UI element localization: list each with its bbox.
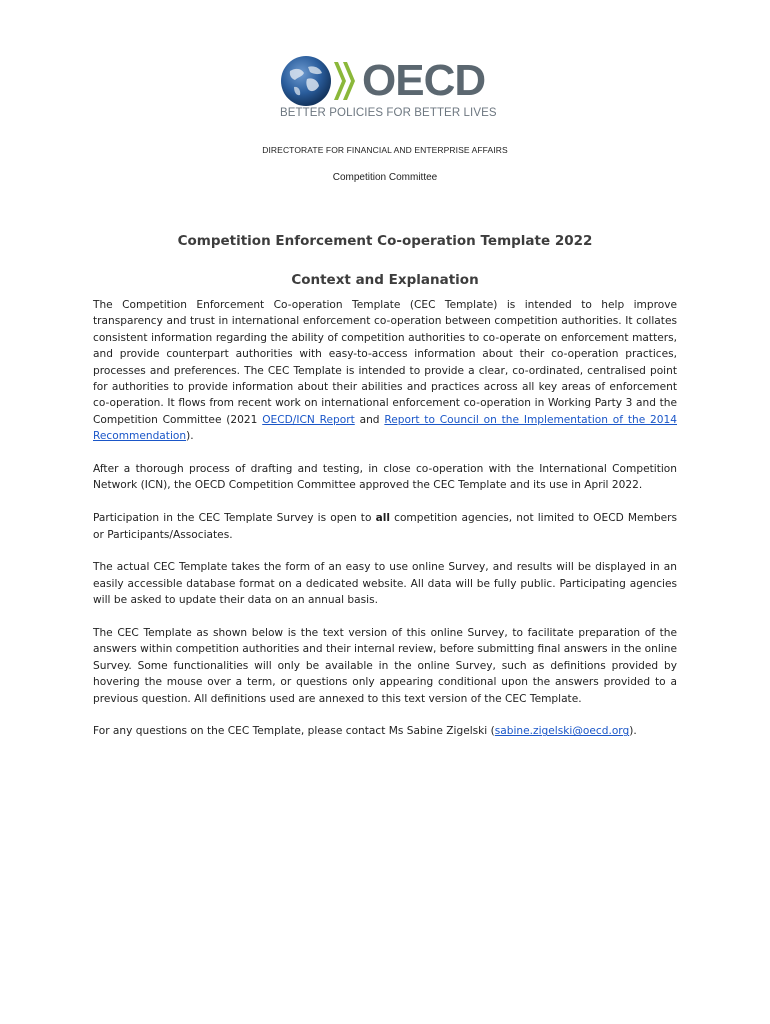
document-title: Competition Enforcement Co-operation Template 2022 (177, 233, 593, 249)
paragraph-contact: For any questions on the CEC Template, please contact Ms Sabine Zigelski (sabine.zigelski@oecd.org). (93, 725, 637, 738)
committee-label: Competition Committee (332, 172, 438, 183)
directorate-label: DIRECTORATE FOR FINANCIAL AND ENTERPRISE AFFAIRS (262, 145, 508, 155)
oecd-icn-report-link[interactable]: OECD/ICN Report (262, 413, 355, 426)
paragraph-intro: The Competition Enforcement Co-operation Template (CEC Template) is intended to help improve transparency and trust in international enforcement co-operation between competition authorities. It collates consistent information regarding the ability of competition authorities to co-operate on enforcement matters, and provide counterpart authorities with easy-to-access information about their co-operation practices, processes and preferences. The CEC Template is intended to provide a clear, co-ordinated, centralised point for authorities to provide information about their abilities and practices across all key areas of enforcement co-operation. It flows from recent work on international enforcement co-operation in Working Party 3 and the Competition Committee (2021 OECD/ICN Report and Report to Council on the Implementation of the 2014 Recommendation). (93, 299, 677, 443)
document-body (93, 297, 677, 756)
logo-tagline: BETTER POLICIES FOR BETTER LIVES (280, 107, 497, 119)
paragraph-approval: After a thorough process of drafting and testing, in close co-operation with the International Competition Network (ICN), the OECD Competition Committee approved the CEC Template and its use in April 2022. (93, 463, 677, 492)
paragraph-online-survey: The actual CEC Template takes the form of an easy to use online Survey, and results will be displayed in an easily accessible database format on a dedicated website. All data will be fully public. Participating agencies will be asked to update their data on an annual basis. (93, 561, 677, 607)
paragraph-participation: Participation in the CEC Template Survey is open to all competition agencies, not limited to OECD Members or Participants/Associates. (93, 512, 677, 541)
paragraph-text-version: The CEC Template as shown below is the text version of this online Survey, to facilitate preparation of the answers within competition authorities and their internal review, before submitting final answers in the online Survey. Some functionalities will only be available in the online Survey, such as definitions provided by hovering the mouse over a term, or questions only appearing conditional upon the answers provided to a previous question. All definitions used are annexed to this text version of the CEC Template. (93, 627, 677, 705)
logo-wordmark: OECD (362, 56, 486, 105)
contact-email-link[interactable]: sabine.zigelski@oecd.org (494, 725, 630, 738)
report-to-council-link[interactable]: Report to Council on the Implementation of the 2014 Recommendation (93, 413, 677, 443)
oecd-logo (280, 55, 495, 125)
section-title: Context and Explanation (291, 272, 479, 288)
globe-icon (280, 55, 332, 107)
chevron-brand-icon (332, 58, 360, 104)
